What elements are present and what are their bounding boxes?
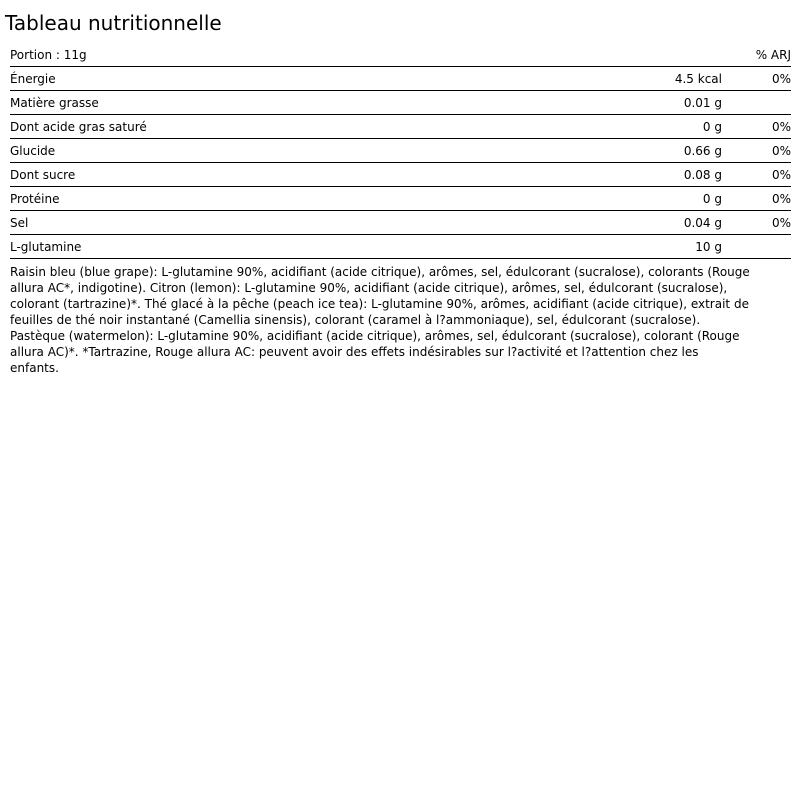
nutrition-table (10, 43, 791, 259)
row-value: 4.5 kcal (674, 72, 722, 86)
table-row (10, 187, 791, 211)
row-label: Protéine (10, 192, 60, 206)
row-pct: 0% (771, 168, 791, 182)
row-value: 0.04 g (683, 216, 722, 230)
row-value: 0 g (702, 192, 722, 206)
row-pct: 0% (771, 144, 791, 158)
row-label: Dont sucre (10, 168, 76, 182)
ingredients-text: Raisin bleu (blue grape): L-glutamine 90%, acidifiant (acide citrique), arômes, sel, édulcorant (sucralose), colorants (Rouge allura AC*, indigotine). Citron (lemon): L-glutamine 90%, acidifiant (acide citrique), arômes, sel, édulcorant (sucralose), colorant (tartrazine)*. Thé glacé à la pêche (peach ice tea): L-glutamine 90%, arômes, acidifiant (acide citrique), extrait de feuilles de thé noir instantané (Camellia sinensis), colorant (caramel à l?ammoniaque), sel, édulcorant (sucralose). Pastèque (watermelon): L-glutamine 90%, acidifiant (acide citrique), arômes, sel, édulcorant (sucralose), colorant (Rouge allura AC)*. *Tartrazine, Rouge allura AC: peuvent avoir des effets indésirables sur l?activité et l?attention chez les enfants. (10, 265, 750, 375)
table-row (10, 91, 791, 115)
table-row (10, 163, 791, 187)
row-value: 0.01 g (683, 96, 722, 110)
pct-header-label: % ARJ (755, 48, 791, 62)
portion-label: Portion : 11g (10, 48, 87, 62)
table-header-row (10, 43, 791, 67)
table-row (10, 235, 791, 259)
row-value: 10 g (695, 240, 722, 254)
table-row (10, 67, 791, 91)
row-value: 0 g (702, 120, 722, 134)
row-value: 0.08 g (683, 168, 722, 182)
row-pct: 0% (771, 72, 791, 86)
table-row (10, 139, 791, 163)
row-pct: 0% (771, 216, 791, 230)
row-label: Énergie (10, 72, 56, 86)
row-label: L-glutamine (10, 240, 82, 254)
row-pct: 0% (771, 120, 791, 134)
row-label: Dont acide gras saturé (10, 120, 147, 134)
row-label: Glucide (10, 144, 56, 158)
row-pct: 0% (771, 192, 791, 206)
page-title: Tableau nutritionnelle (5, 11, 222, 35)
row-value: 0.66 g (683, 144, 722, 158)
table-row (10, 211, 791, 235)
row-label: Matière grasse (10, 96, 99, 110)
row-label: Sel (10, 216, 29, 230)
table-row (10, 115, 791, 139)
